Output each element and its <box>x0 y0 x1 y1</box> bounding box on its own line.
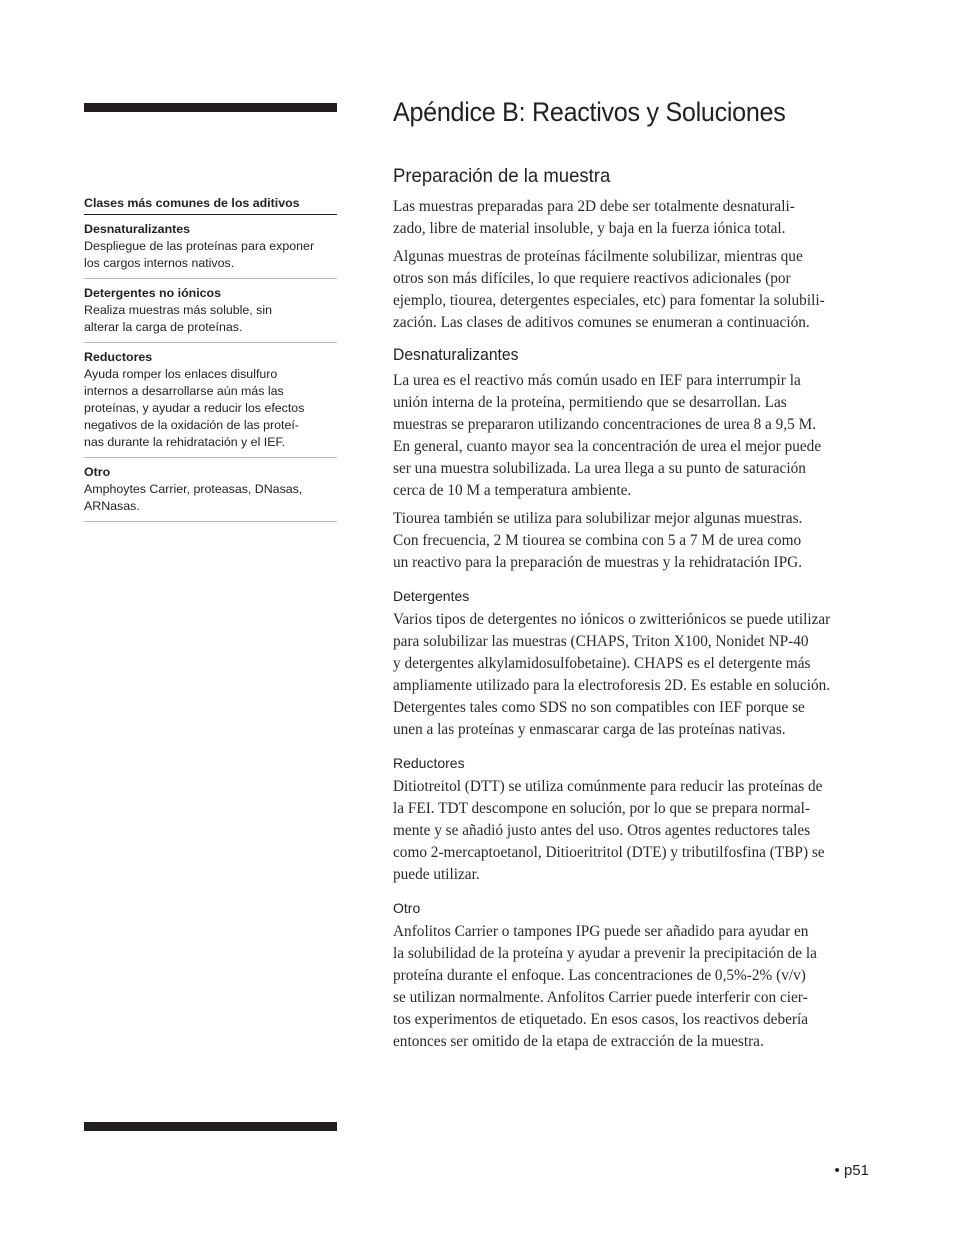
paragraph: Algunas muestras de proteínas fácilmente solubilizar, mientras que otros son más difíciles, lo que requiere reactivos adicionales (por ejemplo, tiourea, detergentes especiales, etc) para fomentar la solubili- zación. Las clases de aditivos comunes se enumeran a continuación. <box>393 248 825 331</box>
section-heading-detergentes: Detergentes <box>393 588 470 604</box>
section-heading-preparacion: Preparación de la muestra <box>393 165 611 187</box>
sidebar-item-heading: Desnaturalizantes <box>84 222 191 236</box>
sidebar-item-heading: Detergentes no iónicos <box>84 286 222 300</box>
paragraph: Las muestras preparadas para 2D debe ser totalmente desnaturali- zado, libre de material insoluble, y baja en la fuerza iónica total. <box>393 198 795 237</box>
sidebar-title: Clases más comunes de los aditivos <box>84 195 337 215</box>
paragraph: La urea es el reactivo más común usado en IEF para interrumpir la unión interna de la proteína, permitiendo que se desarrollan. Las muestras se prepararon utilizando concentraciones de urea 8 a 9,5 M. En general, cuanto mayor sea la concentración de urea el mejor puede ser una muestra solubilizada. La urea llega a su punto de saturación cerca de 10 M a temperatura ambiente. <box>393 372 822 499</box>
sidebar-item-text: Despliegue de las proteínas para exponer los cargos internos nativos. <box>84 239 315 270</box>
top-rule <box>84 103 337 112</box>
paragraph: Ditiotreitol (DTT) se utiliza comúnmente para reducir las proteínas de la FEI. TDT descompone en solución, por lo que se prepara normal- mente y se añadió justo antes del uso. Otros agentes reductores tales como 2-mercaptoetanol, Ditioeritritol (DTE) y tributilfosfina (TBP) se puede utilizar. <box>393 778 825 883</box>
bottom-rule <box>84 1122 337 1131</box>
sidebar <box>84 195 337 522</box>
sidebar-item-text: Ayuda romper los enlaces disulfuro internos a desarrollarse aún más las proteínas, y ayudar a reducir los efectos negativos de la oxidación de las proteí- nas durante la rehidratación y el IEF. <box>84 367 305 449</box>
sidebar-item-text: Realiza muestras más soluble, sin alterar la carga de proteínas. <box>84 303 273 334</box>
paragraph: Anfolitos Carrier o tampones IPG puede ser añadido para ayudar en la solubilidad de la proteína y ayudar a prevenir la precipitación de la proteína durante el enfoque. Las concentraciones de 0,5%-2% (v/v) se utilizan normalmente. Anfolitos Carrier puede interferir con cier- tos experimentos de etiquetado. En esos casos, los reactivos debería entonces ser omitido de la etapa de extracción de la muestra. <box>393 923 817 1050</box>
page-number: • p51 <box>834 1162 869 1179</box>
sidebar-item-heading: Reductores <box>84 350 153 364</box>
sidebar-item-text: Amphoytes Carrier, proteasas, DNasas, ARNasas. <box>84 482 303 513</box>
sidebar-item-reductores <box>84 343 337 458</box>
section-heading-desnaturalizantes: Desnaturalizantes <box>393 346 519 364</box>
paragraph: Tiourea también se utiliza para solubilizar mejor algunas muestras. Con frecuencia, 2 M tiourea se combina con 5 a 7 M de urea como un reactivo para la preparación de muestras y la rehidratación IPG. <box>393 510 803 571</box>
sidebar-item-detergentes <box>84 279 337 343</box>
page-title: Apéndice B: Reactivos y Soluciones <box>393 97 786 127</box>
sidebar-item-desnaturalizantes <box>84 215 337 279</box>
sidebar-item-heading: Otro <box>84 465 111 479</box>
section-heading-otro: Otro <box>393 900 421 916</box>
sidebar-item-otro <box>84 458 337 522</box>
paragraph: Varios tipos de detergentes no iónicos o zwitteriónicos se puede utilizar para solubilizar las muestras (CHAPS, Triton X100, Nonidet NP-40 y detergentes alkylamidosulfobetaine). CHAPS es el detergente más ampliamente utilizado para la electroforesis 2D. Es estable en solución. Detergentes tales como SDS no son compatibles con IEF porque se unen a las proteínas y enmascarar carga de las proteínas nativas. <box>393 611 831 738</box>
section-heading-reductores: Reductores <box>393 755 465 771</box>
